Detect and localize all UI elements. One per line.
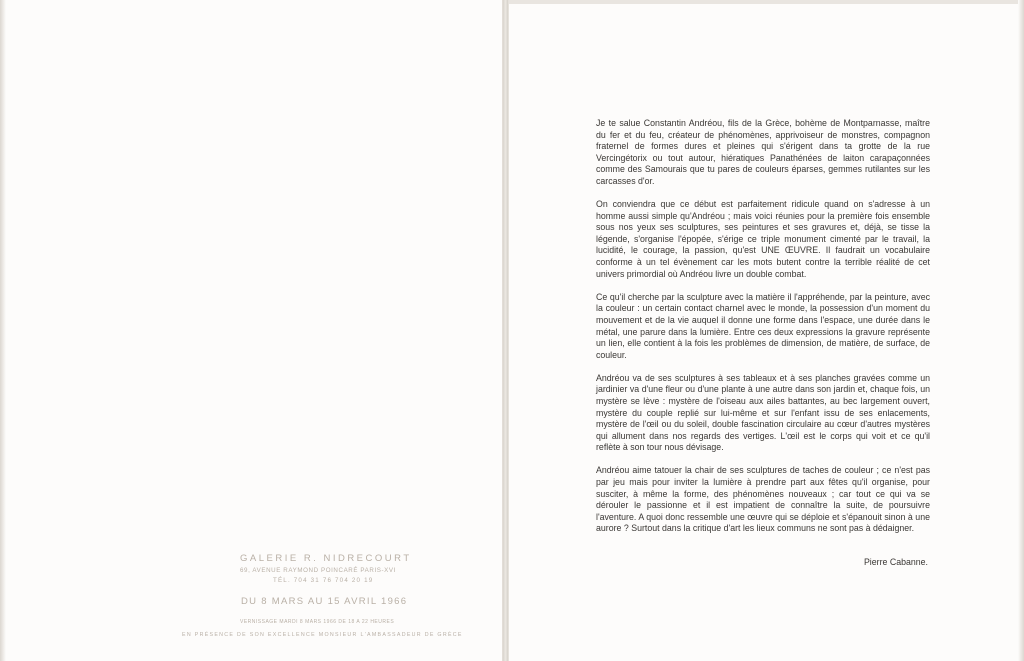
essay-text [596, 118, 930, 547]
top-page-edge [509, 0, 1024, 4]
essay-paragraph-5: Andréou aime tatouer la chair de ses sculptures de taches de couleur ; ce n'est pas par jeu mais pour inviter la lumière à prendre part aux fêtes qu'il organise, pour susciter, à même la forme, des phénomènes nouveaux ; car tout ce qui va se dérouler le passionne et il est impatient de connaître la suite, de poursuivre l'aventure. A quoi donc ressemble une œuvre qui se déploie et s'épanouit sinon à une aurore ? Surtout dans la critique d'art les lieux communs ne sont pas à dédaigner. [596, 465, 930, 534]
essay-paragraph-2: On conviendra que ce début est parfaitement ridicule quand on s'adresse à un homme aussi simple qu'Andréou ; mais voici réunies pour la première fois ensemble sous nos yeux ses sculptures, ses peintures et ses gravures et, déjà, se tisse la légende, s'organise l'épopée, s'érige ce triple monument cimenté par le travail, la lucidité, le courage, la passion, qu'est UNE ŒUVRE. Il faudrait un vocabulaire conforme à un tel évènement car les mots butent contre la terrible réalité de cet univers primordial où Andréou livre un double combat. [596, 199, 930, 279]
left-page-edge [0, 0, 6, 661]
gallery-telephone: TÉL. 704 31 76 704 20 19 [273, 576, 374, 584]
ambassador-presence: EN PRÉSENCE DE SON EXCELLENCE MONSIEUR L'AMBASSADEUR DE GRÈCE [182, 632, 463, 639]
exhibition-colophon [160, 554, 490, 639]
exhibition-dates: DU 8 MARS AU 15 AVRIL 1966 [241, 595, 408, 607]
gallery-name: GALERIE R. NIDRECOURT [240, 553, 412, 564]
author-signature: Pierre Cabanne. [863, 557, 928, 567]
essay-paragraph-1: Je te salue Constantin Andréou, fils de la Grèce, bohème de Montparnasse, maître du fer et du feu, créateur de phénomènes, apprivoiseur de monstres, compagnon fraternel de formes dures et pleines qui s'érigent dans ta grotte de la rue Vercingétorix ou tout autour, hiératiques Panathénées de laiton carapaçonnées comme des Samourais que tu pares de couleurs éparses, gemmes rutilantes sur les carcasses d'or. [596, 118, 930, 186]
vernissage-info: VERNISSAGE MARDI 8 MARS 1966 DE 18 A 22 HEURES [240, 619, 395, 626]
gallery-address: 69, AVENUE RAYMOND POINCARÉ PARIS-XVI [240, 566, 396, 574]
essay-paragraph-3: Ce qu'il cherche par la sculpture avec la matière il l'appréhende, par la peinture, avec la couleur : un certain contact charnel avec le monde, la possession d'un moment du mouvement et de la vie auquel il donne une forme dans l'espace, une durée dans le métal, une parure dans la lumière. Entre ces deux expressions la gravure représente un lien, elle contient à la fois les problèmes de dimension, de matière, de surface, de couleur. [596, 291, 930, 360]
essay-paragraph-4: Andréou va de ses sculptures à ses tableaux et à ses planches gravées comme un jardinier va d'une fleur ou d'une plante à une autre dans son jardin et, chaque fois, un mystère se lève : mystère de l'oiseau aux ailes battantes, au bec largement ouvert, mystère du couple replié sur lui-même et sur l'enfant issu de ses enlacements, mystère de l'œil ou du soleil, double fascination circulaire au cœur d'autres mystères qui allument dans nos regards des vertiges. L'œil est le corps qui voit et ce qu'il reflète à son tour nous dévisage. [596, 372, 930, 453]
left-page [0, 0, 503, 661]
right-page-edge [1018, 0, 1024, 661]
